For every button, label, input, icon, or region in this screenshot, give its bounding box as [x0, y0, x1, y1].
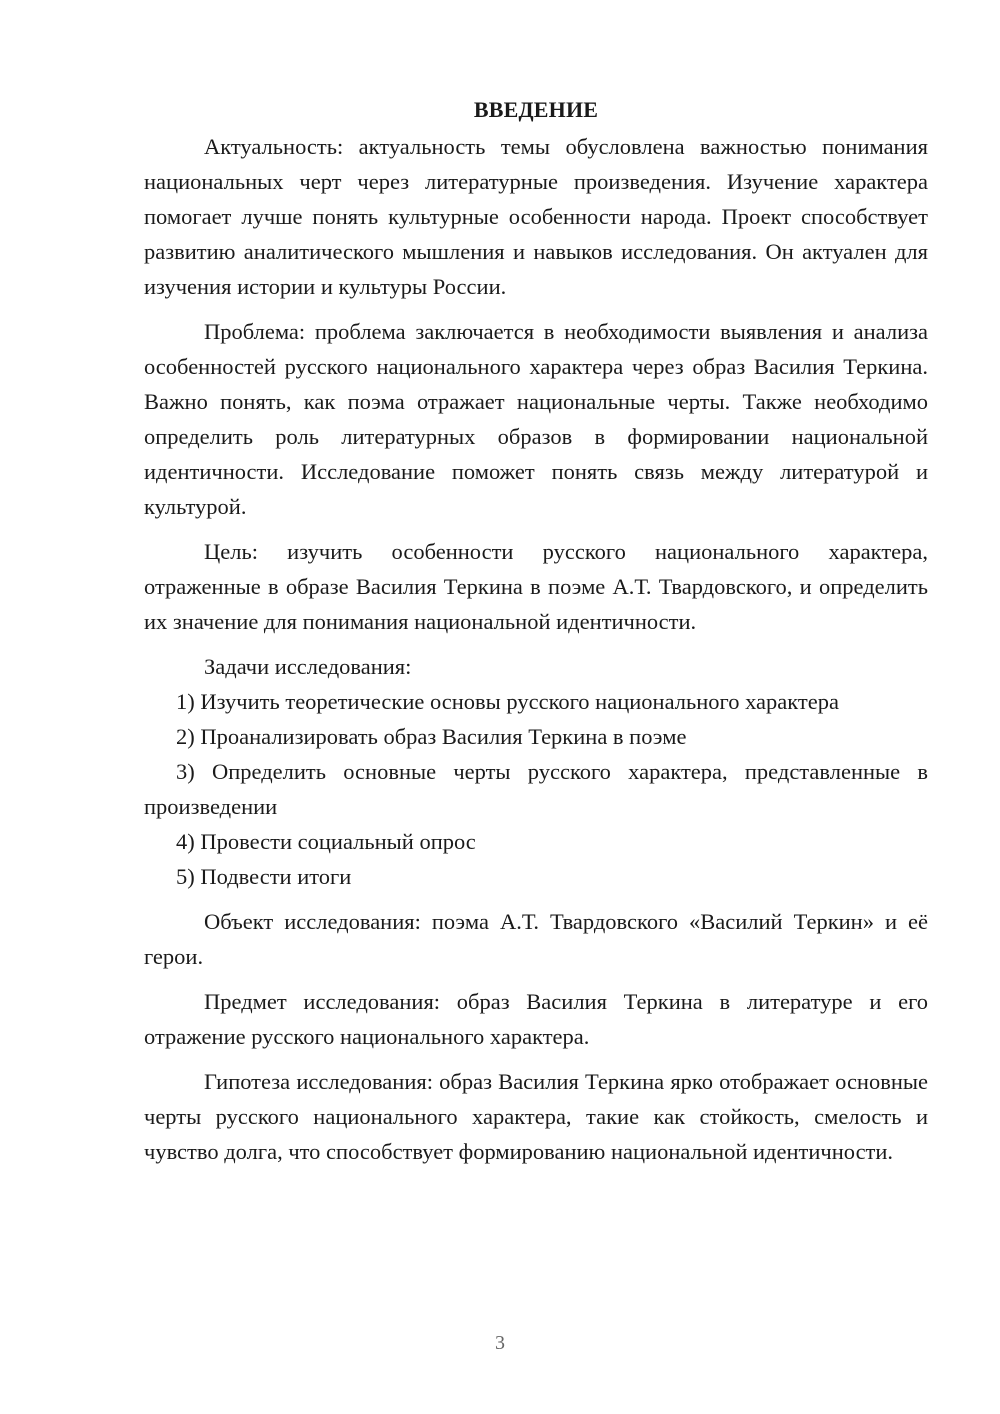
task-item: 3) Определить основные черты русского характера, представленные в произведении: [144, 759, 928, 819]
task-item: 1) Изучить теоретические основы русского национального характера: [176, 689, 839, 714]
task-item: 4) Провести социальный опрос: [176, 829, 476, 854]
task-item: 2) Проанализировать образ Василия Теркина в поэме: [176, 724, 687, 749]
page-number: 3: [495, 1332, 505, 1354]
object-paragraph: Объект исследования: поэма А.Т. Твардовского «Василий Теркин» и её герои.: [144, 909, 928, 969]
subject-paragraph: Предмет исследования: образ Василия Теркина в литературе и его отражение русского национального характера.: [144, 989, 928, 1049]
section-heading: ВВЕДЕНИЕ: [473, 97, 599, 122]
hypothesis-paragraph: Гипотеза исследования: образ Василия Теркина ярко отображает основные черты русского национального характера, такие как стойкость, смелость и чувство долга, что способствует формированию национальной идентичности.: [144, 1069, 928, 1164]
relevance-paragraph: Актуальность: актуальность темы обусловлена важностью понимания национальных черт через литературные произведения. Изучение характера помогает лучше понять культурные особенности народа. Проект способствует развитию аналитического мышления и навыков исследования. Он актуален для изучения истории и культуры России.: [144, 134, 928, 299]
task-item: 5) Подвести итоги: [176, 864, 352, 889]
problem-paragraph: Проблема: проблема заключается в необходимости выявления и анализа особенностей русского национального характера через образ Василия Теркина. Важно понять, как поэма отражает национальные черты. Также необходимо определить роль литературных образов в формировании национальной идентичности. Исследование поможет понять связь между литературой и культурой.: [144, 319, 928, 519]
goal-paragraph: Цель: изучить особенности русского национального характера, отраженные в образе Василия Теркина в поэме А.Т. Твардовского, и определить их значение для понимания национальной идентичности.: [144, 539, 928, 634]
document-page: [144, 92, 928, 1169]
tasks-title: Задачи исследования:: [204, 654, 412, 679]
